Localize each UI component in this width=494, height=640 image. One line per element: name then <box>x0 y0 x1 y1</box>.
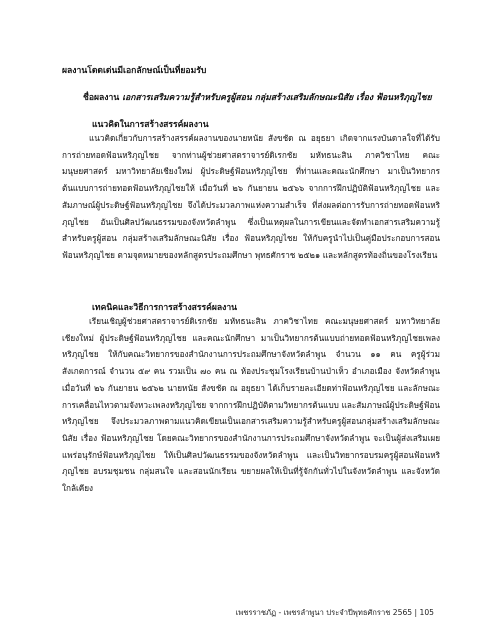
section-heading-concept: แนวคิดในการสร้างสรรค์ผลงาน <box>92 120 209 130</box>
section-body-technique: เรียนเชิญผู้ช่วยศาสตราจารย์ดิเรกชัย มหัทธนะสิน ภาควิชาไทย คณะมนุษยศาสตร์ มหาวิทยาลัยเชียงใหม่ ผู้ประดิษฐ์ฟ้อนหริภุญไชย และคณะนักศึกษา มาเป็นวิทยากรต้นแบบถ่ายทอดฟ้อนหริภุญไชยเพลงหริภุญไชย ให้กับคณะวิทยากรของสำนักงานการประถมศึกษาจังหวัดลำพูน จำนวน ๑๑ คน ครูผู้ร่วมสังเกตการณ์ จำนวน ๕๙ คน รวมเป็น ๗๐ คน ณ ห้องประชุมโรงเรียนบ้านป่าเห็ว อำเภอเมือง จังหวัดลำพูน เมื่อวันที่ ๒๖ กันยายน ๒๕๖๒ นายหนัย สังขชัด ณ อยุธยา ได้เก็บรายละเอียดท่าฟ้อนหริภุญไชย และลักษณะการเคลื่อนไหวตามจังหวะเพลงหริภุญไชย จากการฝึกปฏิบัติตามวิทยากรต้นแบบ และสัมภาษณ์ผู้ประดิษฐ์ฟ้อนหริภุญไชย จึงประมวลภาพตามแนวคิดเขียนเป็นเอกสารเสริมความรู้สำหรับครูผู้สอนกลุ่มสร้างเสริมลักษณะนิสัย เรื่อง ฟ้อนหริภุญไชย โดยคณะวิทยากรของสำนักงานการประถมศึกษาจังหวัดลำพูน จะเป็นผู้ส่งเสริมเผยแพร่อนุรักษ์ฟ้อนหริภุญไชย ให้เป็นศิลปวัฒนธรรมของจังหวัดลำพูน และเป็นวิทยากรอบรมครูผู้สอนฟ้อนหริภุญไชย อบรมชุมชน กลุ่มสนใจ และสอนนักเรียน ขยายผลให้เป็นที่รู้จักกันทั่วไปในจังหวัดลำพูน และจังหวัดใกล้เคียง <box>62 316 440 494</box>
page-heading: ผลงานโดดเด่นมีเอกลักษณ์เป็นที่ยอมรับ <box>62 66 207 76</box>
work-title <box>83 90 432 104</box>
section-body-concept: แนวคิดเกี่ยวกับการสร้างสรรค์ผลงานของนายหนัย สังขชัด ณ อยุธยา เกิดจากแรงบันดาลใจที่ได้รับการถ่ายทอดฟ้อนหริภุญไชย จากท่านผู้ช่วยศาสตราจารย์ดิเรกชัย มหัทธนะสิน ภาควิชาไทย คณะมนุษยศาสตร์ มหาวิทยาลัยเชียงใหม่ ผู้ประดิษฐ์ฟ้อนหริภุญไชย ที่ท่านและคณะนักศึกษา มาเป็นวิทยากรต้นแบบการถ่ายทอดฟ้อนหริภุญไชยให้ เมื่อวันที่ ๒๖ กันยายน ๒๕๖๖ จากการฝึกปฏิบัติฟ้อนหริภุญไชย และสัมภาษณ์ผู้ประดิษฐ์ฟ้อนหริภุญไชย จึงได้ประมวลภาพแห่งความสำเร็จ ที่ส่งผลต่อการรับการถ่ายทอดฟ้อนหริภุญไชย อันเป็นศิลปวัฒนธรรมของจังหวัดลำพูน ซึ่งเป็นเหตุผลในการเขียนและจัดทำเอกสารเสริมความรู้สำหรับครูผู้สอน กลุ่มสร้างเสริมลักษณะนิสัย เรื่อง ฟ้อนหริภุญไชย ให้กับครูนำไปเป็นคู่มือประกอบการสอนฟ้อนหริภุญไชย ตามจุดหมายของหลักสูตรประถมศึกษา พุทธศักราช ๒๕๒๑ และหลักสูตรท้องถิ่นของโรงเรียน <box>62 133 440 260</box>
section-heading-technique: เทคนิคและวิธีการการสร้างสรรค์ผลงาน <box>92 303 238 313</box>
work-title-prefix: ชื่อผลงาน <box>83 93 123 103</box>
work-title-name: เอกสารเสริมความรู้สำหรับครูผู้สอน กลุ่มสร้างเสริมลักษณะนิสัย เรื่อง ฟ้อนหริภุญไชย <box>122 93 432 103</box>
page-footer: เพชรราชภัฏ - เพชรลำพูนา ประจำปีพุทธศักราช 2565 | 105 <box>235 608 434 617</box>
